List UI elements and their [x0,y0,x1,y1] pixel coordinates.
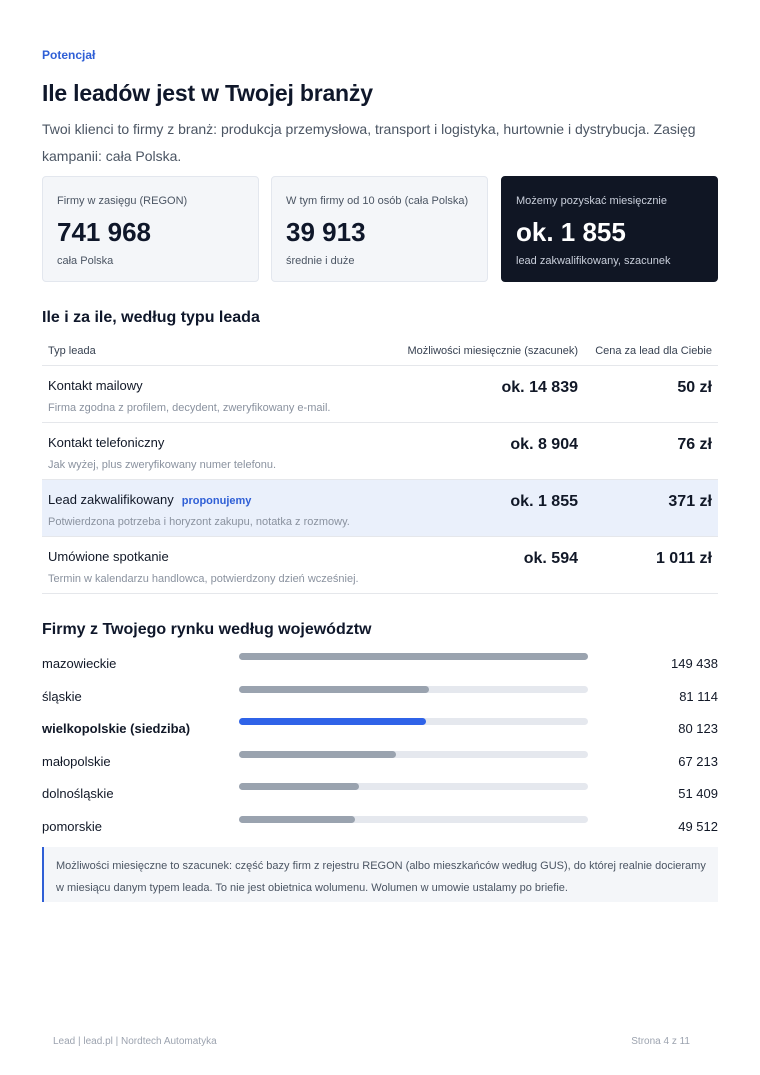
region-value: 80 123 [678,721,718,736]
region-row [42,811,718,844]
footer-page-number: Strona 4 z 11 [631,1036,690,1047]
stat-card-sub: lead zakwalifikowany, szacunek [516,255,671,267]
lead-type-name [48,549,169,564]
region-row [42,746,718,779]
recommended-badge: proponujemy [181,495,252,507]
lead-type-count: ok. 594 [523,550,578,567]
region-value: 51 409 [678,786,718,801]
lead-type-label: Kontakt telefoniczny [48,435,165,450]
region-bar-track [239,686,588,693]
region-bar-track [239,816,588,823]
region-bar-track [239,653,588,660]
region-row [42,778,718,811]
lead-type-price: 1 011 zł [655,550,712,567]
table-row-highlighted [42,480,718,537]
lead-type-label: Kontakt mailowy [48,378,143,393]
col-header-type: Typ leada [48,345,96,357]
region-bar-track [239,751,588,758]
estimate-note: Możliwości miesięczne to szacunek: część bazy firm z rejestru REGON (albo mieszkańców według GUS), do której realnie docieramy w miesiącu danym typem leada. To nie jest obietnica wolumenu. Wolumen w umowie ustalamy po briefie. [42,847,718,902]
region-bar-fill [239,783,359,790]
region-bar-track [239,718,588,725]
region-value: 81 114 [679,688,718,704]
lead-type-price: 76 zł [677,436,712,453]
lead-type-name [48,378,143,393]
region-value: 149 438 [671,656,718,671]
region-value: 49 512 [678,818,718,834]
lead-types-table [42,338,718,594]
lead-type-name [48,435,164,450]
lead-type-desc: Firma zgodna z profilem, decydent, zweryfikowany e-mail. [48,402,331,414]
region-bar-fill [239,751,396,758]
region-row [42,648,718,681]
lead-type-price: 50 zł [677,379,712,396]
col-header-count: Możliwości miesięcznie (szacunek) [407,345,578,357]
stat-card-label: Firmy w zasięgu (REGON) [57,195,188,207]
stat-card-value: 39 913 [286,217,366,247]
stat-card-monthly [501,176,718,282]
lead-type-desc: Termin w kalendarzu handlowca, potwierdzony dzień wcześniej. [48,573,359,585]
stat-card-label: W tym firmy od 10 osób (cała Polska) [286,195,469,207]
stat-card-sub: średnie i duże [286,255,355,267]
region-bar-fill [239,718,426,725]
lead-type-count: ok. 1 855 [510,493,578,510]
stat-card-value: ok. 1 855 [516,217,626,247]
lead-type-label: Lead zakwalifikowany [48,492,174,507]
region-row-home [42,713,718,746]
stat-card-value: 741 968 [57,217,151,247]
col-header-price: Cena za lead dla Ciebie [595,345,712,357]
region-name: śląskie [42,688,82,704]
region-name: dolnośląskie [42,786,114,801]
lead-type-name [48,492,251,507]
lead-type-label: Umówione spotkanie [48,549,169,564]
footer-brand: Lead | lead.pl | Nordtech Automatyka [53,1036,217,1047]
section-eyebrow: Potencjał [42,48,96,62]
table-row [42,423,718,480]
region-bar-fill [239,653,588,660]
region-name: małopolskie [42,753,111,769]
region-name: pomorskie [42,818,102,834]
region-value: 67 213 [678,753,718,769]
intro-text: Twoi klienci to firmy z branż: produkcja przemysłowa, transport i logistyka, hurtownie i dystrybucja. Zasięg kampanii: cała Polska. [42,121,696,164]
region-bar-fill [239,686,429,693]
table-row [42,537,718,594]
stat-card-label: Możemy pozyskać miesięcznie [516,195,667,207]
region-name: mazowieckie [42,656,117,671]
lead-type-count: ok. 8 904 [510,436,578,453]
region-bar-track [239,783,588,790]
lead-type-desc: Jak wyżej, plus zweryfikowany numer telefonu. [48,459,277,471]
lead-type-price: 371 zł [668,493,712,510]
lead-types-heading: Ile i za ile, według typu leada [42,309,260,326]
region-row [42,681,718,714]
stat-card-sub: cała Polska [57,255,114,267]
page-title: Ile leadów jest w Twojej branży [42,80,373,106]
stat-cards [42,176,718,282]
lead-type-count: ok. 14 839 [501,379,578,396]
region-bar-fill [239,816,355,823]
stat-card-regon [42,176,259,282]
regions-heading: Firmy z Twojego rynku według województw [42,621,372,638]
table-row [42,366,718,423]
stat-card-10plus [271,176,488,282]
region-name: wielkopolskie (siedziba) [42,721,191,736]
lead-type-desc: Potwierdzona potrzeba i horyzont zakupu, notatka z rozmowy. [48,516,350,528]
table-header [42,338,718,366]
regions-list [42,648,718,843]
